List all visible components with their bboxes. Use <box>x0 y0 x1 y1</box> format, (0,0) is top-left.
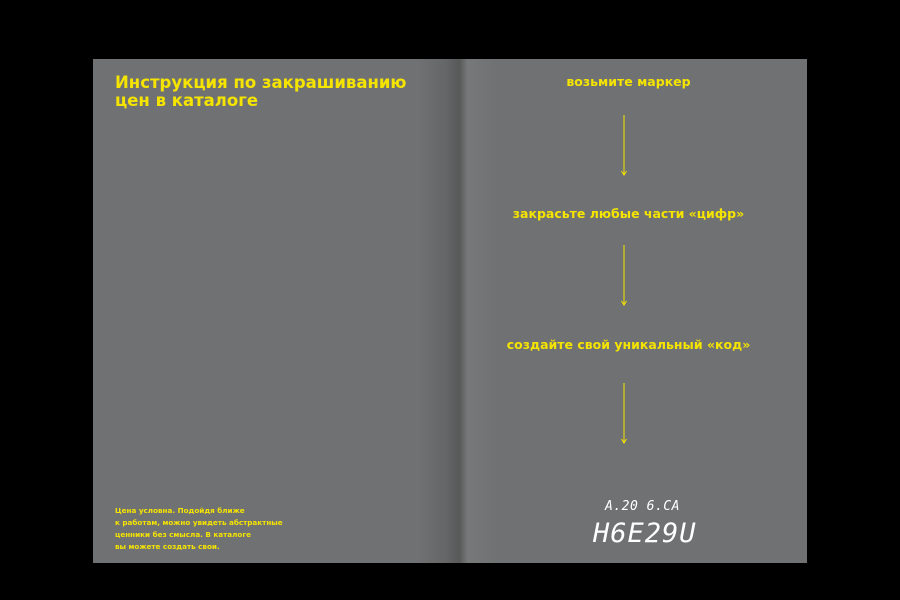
price-note <box>115 505 283 553</box>
title-line: цен в каталоге <box>115 91 259 110</box>
code-small: A.20 6.CA <box>605 499 680 514</box>
code-large: H6E29U <box>593 518 697 549</box>
down-arrow-icon <box>619 245 629 307</box>
step-take-marker: возьмите маркер <box>566 74 691 89</box>
instruction-title <box>115 74 406 110</box>
note-line: ценники без смысла. В каталоге <box>115 530 251 539</box>
left-page <box>93 59 450 563</box>
note-line: вы можете создать свои. <box>115 542 220 551</box>
note-line: Цена условна. Подойдя ближе <box>115 506 245 515</box>
note-line: к работам, можно увидеть абстрактные <box>115 518 283 527</box>
step-create-code: создайте свой уникальный «код» <box>506 337 751 352</box>
down-arrow-icon <box>619 383 629 445</box>
catalog-spread <box>93 59 807 563</box>
step-color-digits: закрасьте любые части «цифр» <box>512 206 745 221</box>
seven-segment-code-display <box>593 496 713 552</box>
down-arrow-icon <box>619 115 629 177</box>
title-line: Инструкция по закрашиванию <box>115 73 407 92</box>
